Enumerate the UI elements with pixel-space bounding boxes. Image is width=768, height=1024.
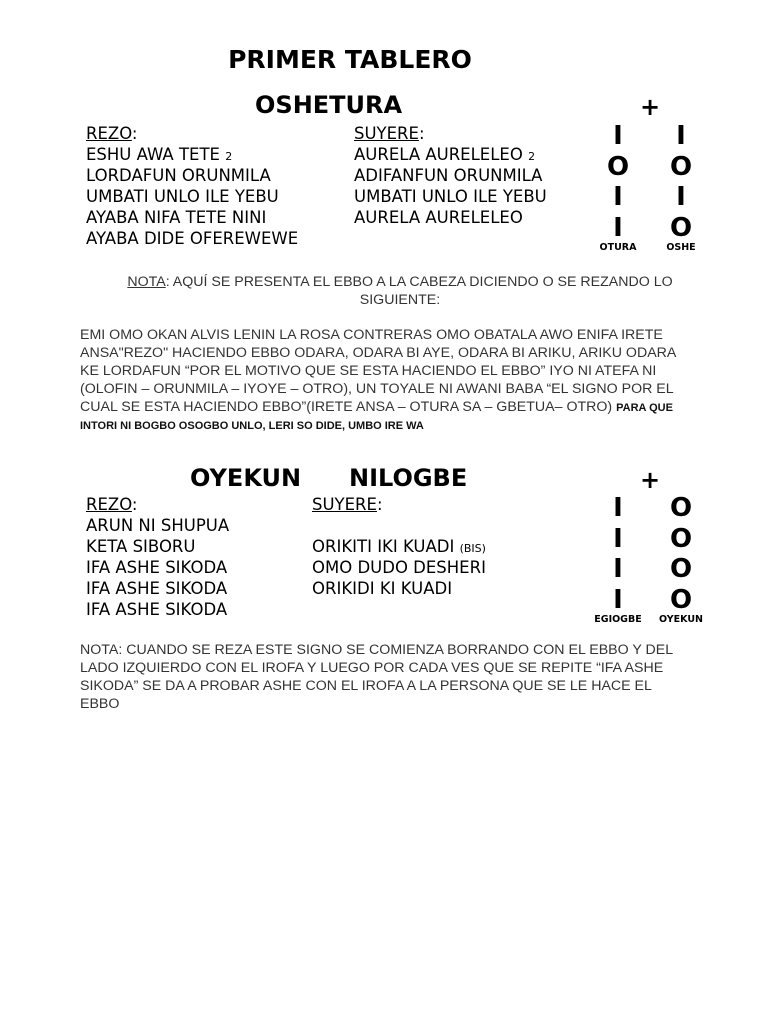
suyere-line: ADIFANFUN ORUNMILA bbox=[354, 166, 543, 185]
sign-label-left: OTURA bbox=[599, 242, 637, 253]
sign-marks-left bbox=[603, 121, 633, 243]
repeat-count: (BIS) bbox=[459, 542, 486, 555]
sign-title-oshetura: OSHETURA bbox=[255, 91, 403, 119]
mark: O bbox=[606, 151, 630, 182]
rezo-line: IFA ASHE SIKODA bbox=[86, 558, 228, 577]
nota-line: SIKODA” SE DA A PROBAR ASHE CON EL IROFA A LA PERSONA QUE SE LE HACE EL bbox=[80, 678, 652, 694]
mark: I bbox=[676, 182, 686, 212]
rezo-line: IFA ASHE SIKODA bbox=[86, 600, 228, 619]
mark: O bbox=[669, 493, 693, 523]
rezo-line: AYABA NIFA TETE NINI bbox=[86, 208, 267, 227]
suyere-spacer bbox=[312, 515, 486, 536]
paragraph-line: EMI OMO OKAN ALVIS LENIN LA ROSA CONTRERAS OMO OBATALA AWO ENIFA IRETE bbox=[80, 327, 663, 343]
nota-1: NOTA: AQUÍ SE PRESENTA EL EBBO A LA CABEZA DICIENDO O SE REZANDO LO SIGUIENTE: bbox=[127, 274, 673, 308]
mark: I bbox=[613, 554, 623, 584]
page-title: PRIMER TABLERO bbox=[228, 45, 472, 74]
suyere-header: SUYERE: bbox=[312, 495, 383, 514]
suyere-line: AURELA AURELELEO 2 bbox=[354, 145, 536, 164]
sign-label-right: OSHE bbox=[666, 242, 696, 253]
sign-title-nilogbe: NILOGBE bbox=[349, 464, 468, 492]
rezo-column bbox=[86, 494, 229, 620]
sign-title-oyekun: OYEKUN bbox=[190, 464, 302, 492]
nota-line: NOTA: CUANDO SE REZA ESTE SIGNO SE COMIENZA BORRANDO CON EL EBBO Y DEL bbox=[80, 642, 674, 658]
mark: O bbox=[669, 523, 693, 554]
rezo-paragraph bbox=[80, 326, 720, 435]
rezo-line: AYABA DIDE OFEREWEWE bbox=[86, 229, 299, 248]
nota-line: EBBO bbox=[80, 696, 120, 712]
suyere-line: ORIKIDI KI KUADI bbox=[312, 579, 453, 598]
plus-sign: + bbox=[640, 93, 661, 121]
suyere-line: ORIKITI IKI KUADI (BIS) bbox=[312, 537, 486, 556]
mark: I bbox=[613, 212, 623, 243]
repeat-count: 2 bbox=[528, 150, 536, 163]
sign-marks-right bbox=[666, 493, 696, 615]
repeat-count: 2 bbox=[225, 150, 233, 163]
rezo-line: IFA ASHE SIKODA bbox=[86, 579, 228, 598]
nota-label: NOTA bbox=[127, 274, 166, 290]
paragraph-line: ANSA"REZO" HACIENDO EBBO ODARA, ODARA BI AYE, ODARA BI ARIKU, ARIKU ODARA bbox=[80, 345, 677, 361]
rezo-line: KETA SIBORU bbox=[86, 537, 196, 556]
mark: I bbox=[613, 182, 623, 212]
sign-label-right: OYEKUN bbox=[659, 614, 703, 625]
rezo-header: REZO: bbox=[86, 124, 138, 143]
suyere-header: SUYERE: bbox=[354, 124, 425, 143]
paragraph-line: KE LORDAFUN “POR EL MOTIVO QUE SE ESTA HACIENDO EL EBBO” IYO NI ATEFA NI bbox=[80, 363, 657, 379]
mark: I bbox=[613, 523, 623, 554]
paragraph-line: (OLOFIN – ORUNMILA – IYOYE – OTRO), UN TOYALE NI AWANI BABA “EL SIGNO POR EL bbox=[80, 381, 674, 397]
rezo-line: ARUN NI SHUPUA bbox=[86, 516, 230, 535]
rezo-header: REZO: bbox=[86, 495, 138, 514]
paragraph-line: CUAL SE ESTA HACIENDO EBBO”(IRETE ANSA – OTURA SA – GBETUA– OTRO) PARA QUE bbox=[80, 399, 673, 415]
mark: O bbox=[669, 584, 693, 615]
sign-marks-left bbox=[603, 493, 633, 615]
mark: O bbox=[669, 554, 693, 584]
rezo-line: UMBATI UNLO ILE YEBU bbox=[86, 187, 279, 206]
mark: O bbox=[669, 151, 693, 182]
mark: I bbox=[613, 493, 623, 523]
sign-marks-right bbox=[666, 121, 696, 243]
nota-line: LADO IZQUIERDO CON EL IROFA Y LUEGO POR CADA VES QUE SE REPITE “IFA ASHE bbox=[80, 660, 664, 676]
mark: O bbox=[669, 212, 693, 243]
sign-label-left: EGIOGBE bbox=[594, 614, 642, 625]
suyere-column bbox=[312, 494, 486, 599]
mark: I bbox=[613, 121, 623, 151]
rezo-line: ESHU AWA TETE 2 bbox=[86, 145, 233, 164]
rezo-line: LORDAFUN ORUNMILA bbox=[86, 166, 271, 185]
nota-2 bbox=[80, 641, 720, 713]
suyere-line: UMBATI UNLO ILE YEBU bbox=[354, 187, 547, 206]
suyere-line: AURELA AURELELEO bbox=[354, 208, 523, 227]
paragraph-tail: INTORI NI BOGBO OSOGBO UNLO, LERI SO DIDE, UMBO IRE WA bbox=[80, 420, 424, 432]
suyere-line: OMO DUDO DESHERI bbox=[312, 558, 486, 577]
plus-sign: + bbox=[640, 466, 661, 494]
mark: I bbox=[676, 121, 686, 151]
mark: I bbox=[613, 584, 623, 615]
suyere-column bbox=[354, 123, 547, 228]
rezo-column bbox=[86, 123, 298, 249]
